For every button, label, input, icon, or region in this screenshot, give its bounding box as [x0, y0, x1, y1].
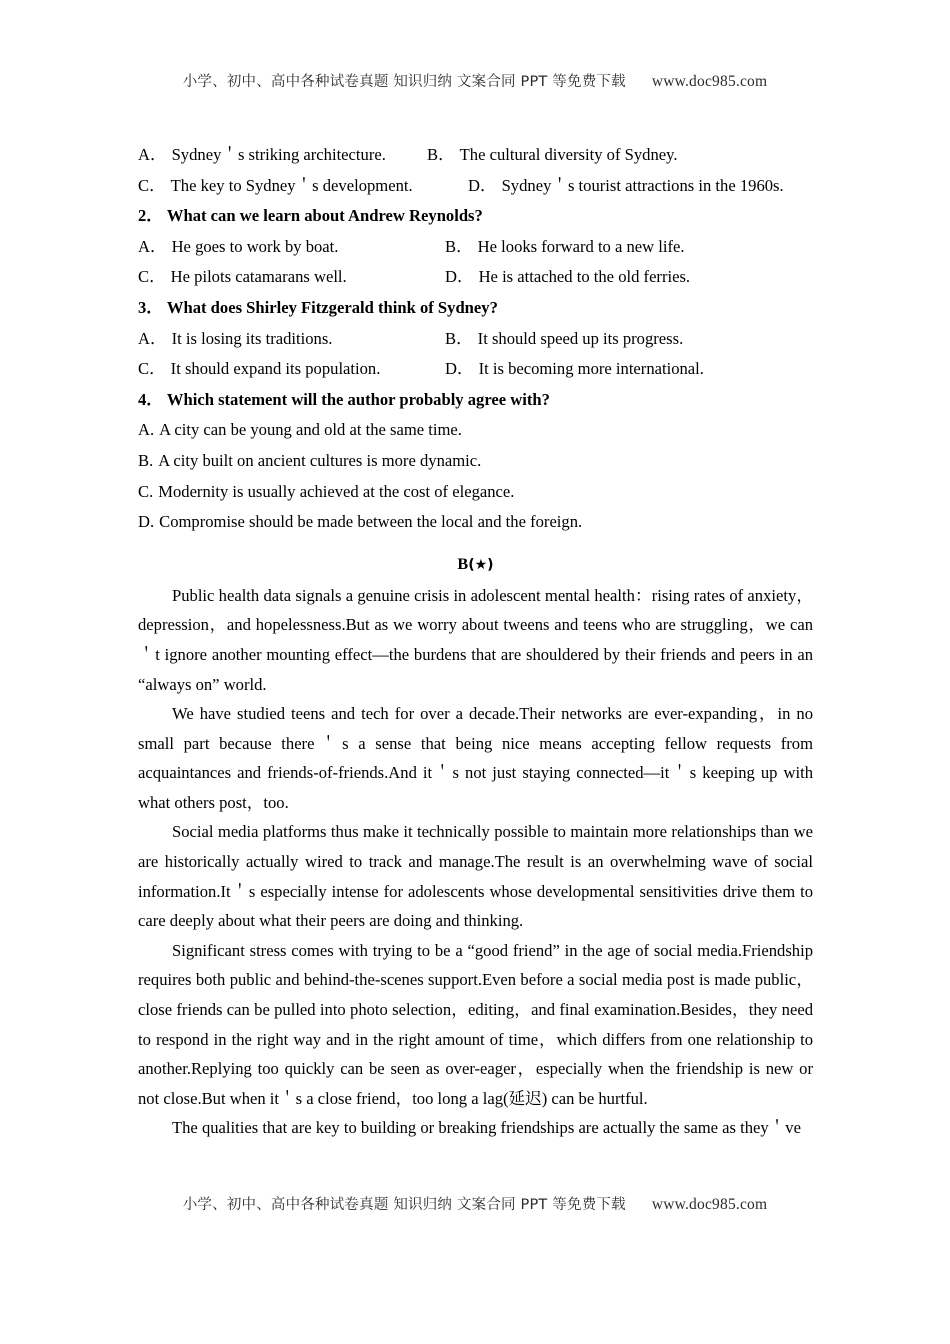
question-stem-q4 — [138, 385, 813, 416]
option-a-label: A． — [138, 236, 167, 256]
option-a-text: It is losing its traditions. — [171, 328, 333, 348]
option-row — [138, 324, 813, 355]
option-d-text: He is attached to the old ferries. — [478, 267, 691, 287]
option-b-text: He looks forward to a new life. — [477, 236, 685, 256]
section-heading — [138, 550, 813, 580]
option-b[interactable] — [427, 140, 678, 171]
question-block-q2 — [138, 201, 813, 293]
option-c-label: C． — [138, 267, 166, 287]
passage-paragraph: Public health data signals a genuine crisis in adolescent mental health：rising rates of anxiety，depression，and hopelessness.But as we worry about tweens and teens who are struggling，we can＇t ignore another mounting effect—the burdens that are shouldered by their friends and peers in an “always on” world. — [138, 585, 813, 694]
option-b[interactable] — [445, 232, 685, 263]
question-block-q1-options — [138, 140, 813, 201]
option-d-label: D． — [445, 267, 474, 287]
question-number-q4: 4． — [138, 389, 163, 409]
question-block-q3 — [138, 293, 813, 385]
question-text-q3: What does Shirley Fitzgerald think of Sydney? — [166, 297, 498, 317]
option-d[interactable] — [468, 171, 784, 202]
option-c-text: Modernity is usually achieved at the cost of elegance. — [158, 481, 515, 501]
option-b-label: B. — [138, 450, 154, 470]
option-d-text: It is becoming more international. — [478, 359, 704, 379]
section-label: B — [457, 554, 469, 573]
option-b[interactable] — [138, 446, 813, 477]
option-a[interactable] — [138, 324, 332, 355]
option-d[interactable] — [138, 507, 813, 538]
option-row — [138, 232, 813, 263]
running-footer — [0, 1193, 950, 1214]
option-b[interactable] — [445, 324, 683, 355]
option-a[interactable] — [138, 415, 813, 446]
option-a[interactable] — [138, 232, 338, 263]
option-d-text: Sydney＇s tourist attractions in the 1960s. — [501, 175, 784, 195]
option-d[interactable] — [445, 262, 690, 293]
option-b-label: B． — [427, 145, 455, 164]
running-footer-chinese: 小学、初中、高中各种试卷真题 知识归纳 文案合同 PPT 等免费下载 — [182, 1197, 626, 1213]
option-row — [138, 140, 813, 171]
question-text-q2: What can we learn about Andrew Reynolds? — [166, 206, 483, 226]
option-a-label: A． — [138, 145, 167, 164]
option-row — [138, 262, 813, 293]
option-a[interactable] — [138, 140, 386, 171]
option-d[interactable] — [445, 354, 704, 385]
page-content — [138, 140, 813, 1143]
option-c-label: C． — [138, 359, 166, 379]
option-c-text: It should expand its population. — [170, 359, 381, 379]
question-text-q4: Which statement will the author probably agree with? — [166, 389, 550, 409]
option-d-label: D． — [445, 359, 474, 379]
option-b-label: B． — [445, 328, 473, 348]
option-c-text: He pilots catamarans well. — [170, 267, 347, 287]
running-footer-url: www.doc985.com — [651, 1196, 768, 1213]
option-c[interactable] — [138, 354, 380, 385]
option-d-label: D. — [138, 512, 155, 532]
reading-passage — [138, 581, 813, 1143]
option-c-text: The key to Sydney＇s development. — [170, 175, 413, 195]
question-stem-q2 — [138, 201, 813, 232]
option-a-text: He goes to work by boat. — [171, 236, 339, 256]
option-c-label: C. — [138, 481, 154, 501]
option-b-label: B． — [445, 236, 473, 256]
question-block-q4 — [138, 385, 813, 538]
passage-paragraph: The qualities that are key to building or breaking friendships are actually the same as they＇ve — [172, 1118, 801, 1138]
option-d-label: D． — [468, 175, 497, 195]
option-a-label: A． — [138, 328, 167, 348]
question-number-q2: 2． — [138, 206, 163, 226]
option-a-text: Sydney＇s striking architecture. — [171, 145, 386, 164]
passage-paragraph: We have studied teens and tech for over a decade.Their networks are ever-expanding，in no small part because there＇s a sense that being nice means accepting fellow requests from acquaintances and friends-of-friends.And it＇s not just staying connected—it＇s keeping up with what others post，too. — [138, 704, 813, 812]
question-number-q3: 3． — [138, 297, 163, 317]
option-b-text: A city built on ancient cultures is more dynamic. — [158, 450, 482, 470]
running-header-url: www.doc985.com — [651, 73, 768, 90]
option-b-text: The cultural diversity of Sydney. — [459, 145, 678, 164]
option-d-text: Compromise should be made between the local and the foreign. — [159, 512, 583, 532]
running-header — [0, 70, 950, 91]
option-c[interactable] — [138, 262, 347, 293]
running-header-chinese: 小学、初中、高中各种试卷真题 知识归纳 文案合同 PPT 等免费下载 — [182, 74, 626, 90]
passage-paragraph: Social media platforms thus make it technically possible to maintain more relationships than we are historically actually wired to track and manage.The result is an overwhelming wave of social information.It＇s especially intense for adolescents whose developmental sensitivities drive them to care deeply about what their peers are doing and thinking. — [138, 822, 813, 931]
star-icon: (★) — [468, 556, 494, 573]
passage-paragraph: Significant stress comes with trying to be a “good friend” in the age of social media.Friendship requires both public and behind-the-scenes support.Even before a social media post is made public，close friends can be pulled into photo selection，editing，and final examination.Besides，they need to respond in the right way and in the right amount of time，which differs from one relationship to another.Replying too quickly can be seen as over-eager，especially when the friendship is new or not close.But when it＇s a close friend，too long a lag(延迟) can be hurtful. — [138, 940, 813, 1108]
option-a-label: A. — [138, 420, 155, 440]
option-c-label: C． — [138, 175, 166, 195]
option-row — [138, 171, 813, 202]
option-row — [138, 354, 813, 385]
option-b-text: It should speed up its progress. — [477, 328, 684, 348]
option-c[interactable] — [138, 477, 813, 508]
option-c[interactable] — [138, 171, 413, 202]
question-stem-q3 — [138, 293, 813, 324]
option-a-text: A city can be young and old at the same time. — [159, 420, 462, 440]
